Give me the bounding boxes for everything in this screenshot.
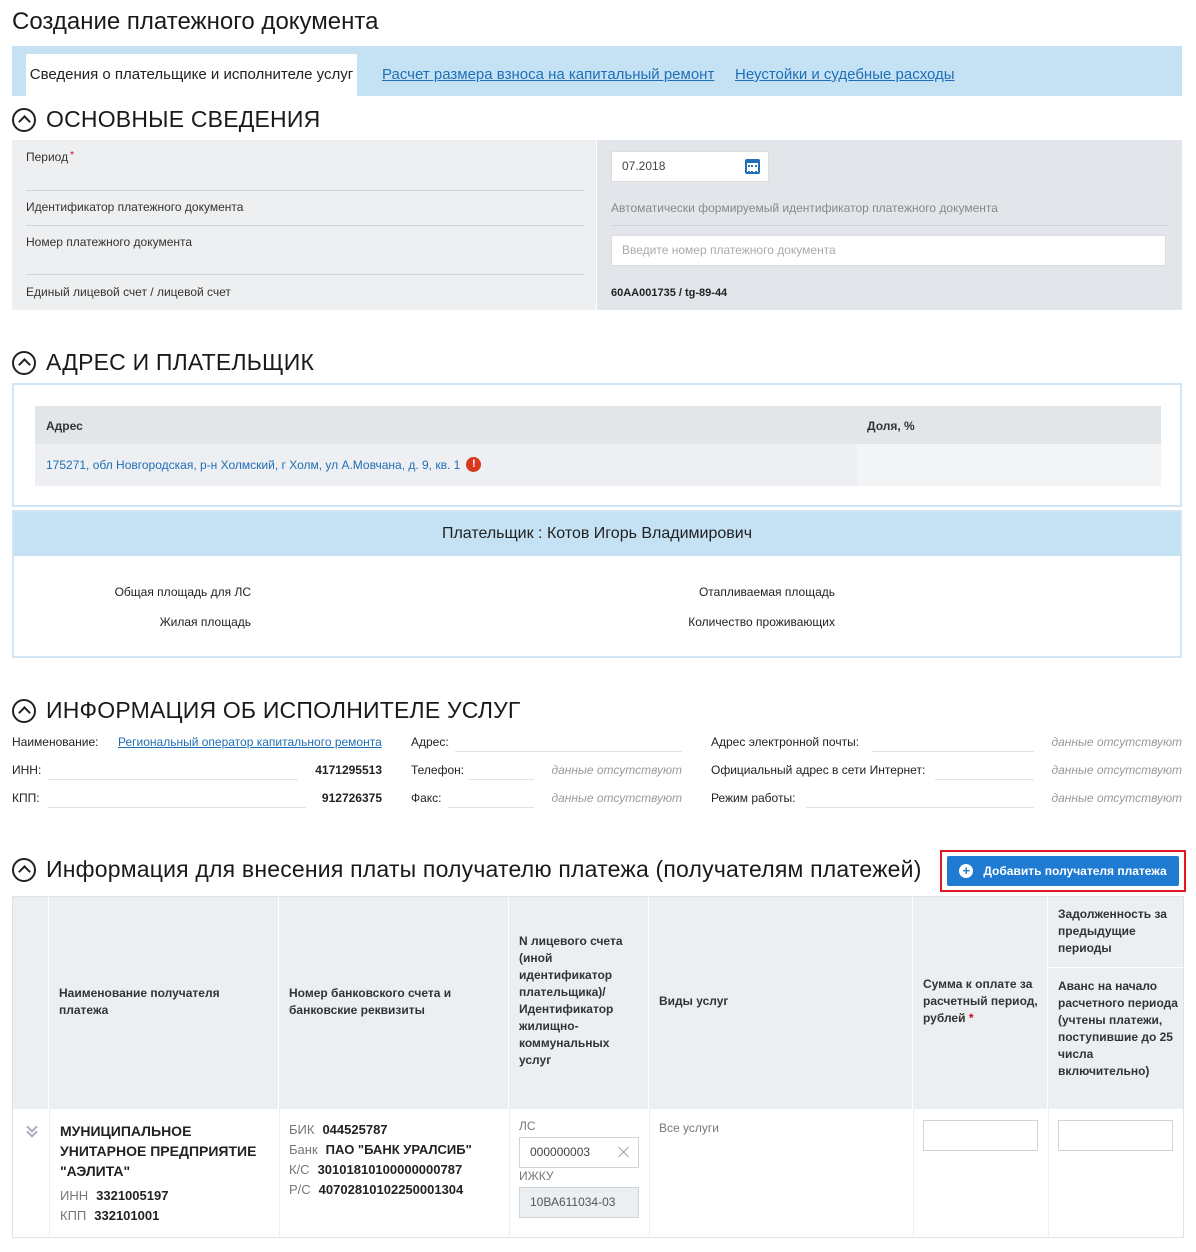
header-cell bbox=[279, 897, 509, 1109]
ls-label: ЛС bbox=[519, 1119, 536, 1133]
section-title: ОСНОВНЫЕ СВЕДЕНИЯ bbox=[46, 106, 321, 132]
divider bbox=[611, 225, 1168, 226]
email-label: Адрес электронной почты: bbox=[711, 735, 860, 749]
email-value: данные отсутствуют bbox=[1051, 735, 1182, 749]
divider bbox=[279, 1109, 280, 1237]
add-recipient-button[interactable] bbox=[947, 856, 1179, 886]
divider bbox=[509, 1109, 510, 1237]
recipient-inn: ИНН 3321005197 bbox=[60, 1188, 169, 1203]
divider bbox=[455, 751, 682, 752]
divider bbox=[48, 807, 306, 808]
recipient-name: МУНИЦИПАЛЬНОЕ УНИТАРНОЕ ПРЕДПРИЯТИЕ "АЭЛИТА" bbox=[60, 1123, 257, 1179]
col-bank: Номер банковского счета и банковские реквизиты bbox=[289, 986, 452, 1017]
address-text[interactable]: 175271, обл Новгородская, р-н Холмский, г Холм, ул А.Мовчана, д. 9, кв. 1 bbox=[46, 457, 461, 472]
tab-capital-repair[interactable]: Расчет размера взноса на капитальный ремонт bbox=[382, 66, 715, 83]
account-label: Единый лицевой счет / лицевой счет bbox=[26, 285, 231, 299]
bik: БИК 044525787 bbox=[289, 1122, 388, 1137]
corr-account: К/С 30101810100000000787 bbox=[289, 1162, 463, 1177]
section-title: Информация для внесения платы получателю платежа (получателям платежей) bbox=[46, 856, 922, 882]
period-value: 07.2018 bbox=[622, 159, 666, 173]
col-services: Виды услуг bbox=[659, 994, 729, 1008]
table-row bbox=[13, 1109, 1183, 1237]
divider bbox=[1048, 1109, 1049, 1237]
collapse-icon[interactable] bbox=[12, 858, 36, 882]
col-sum: Сумма к оплате за расчетный период, рублей * bbox=[923, 977, 1038, 1025]
tab-payer-executor[interactable]: Сведения о плательщике и исполнителе услуг bbox=[26, 54, 357, 96]
page-title: Создание платежного документа bbox=[12, 8, 379, 35]
address-link[interactable] bbox=[46, 457, 481, 472]
divider bbox=[872, 751, 1034, 752]
col-debt: Задолженность за предыдущие периоды bbox=[1058, 907, 1167, 955]
recipients-table-header bbox=[13, 897, 1183, 1109]
divider bbox=[913, 1109, 914, 1237]
sum-input[interactable] bbox=[923, 1120, 1038, 1151]
total-area-label: Общая площадь для ЛС bbox=[114, 585, 251, 599]
section-title: ИНФОРМАЦИЯ ОБ ИСПОЛНИТЕЛЕ УСЛУГ bbox=[46, 697, 521, 723]
ls-value: 000000003 bbox=[530, 1145, 591, 1159]
header-cell bbox=[913, 897, 1048, 1109]
header-cell bbox=[509, 897, 649, 1109]
header-cell bbox=[13, 897, 49, 1109]
hours-label: Режим работы: bbox=[711, 791, 796, 805]
col-advance: Аванс на начало расчетного периода (учтены платежи, поступившие до 25 числа включительно) bbox=[1058, 979, 1178, 1078]
website-value: данные отсутствуют bbox=[1051, 763, 1182, 777]
period-label: Период * bbox=[26, 150, 74, 164]
doc-number-label: Номер платежного документа bbox=[26, 235, 193, 249]
divider bbox=[49, 1109, 50, 1237]
address-panel bbox=[12, 383, 1182, 507]
fax-value: данные отсутствуют bbox=[551, 791, 682, 805]
divider bbox=[48, 779, 298, 780]
payer-panel bbox=[12, 510, 1182, 658]
expand-row-icon[interactable] bbox=[25, 1123, 39, 1137]
bank-name: Банк ПАО "БАНК УРАЛСИБ" bbox=[289, 1142, 472, 1157]
clear-icon[interactable] bbox=[618, 1146, 630, 1158]
inn-value: 4171295513 bbox=[315, 763, 382, 777]
col-address: Адрес bbox=[46, 419, 83, 433]
divider bbox=[1048, 967, 1183, 968]
collapse-icon[interactable] bbox=[12, 351, 36, 375]
settlement-account: Р/С 40702810102250001304 bbox=[289, 1182, 464, 1197]
collapse-icon[interactable] bbox=[12, 108, 36, 132]
plus-icon: + bbox=[959, 864, 973, 878]
collapse-icon[interactable] bbox=[12, 699, 36, 723]
website-label: Официальный адрес в сети Интернет: bbox=[711, 763, 926, 777]
heated-area-label: Отапливаемая площадь bbox=[698, 585, 835, 599]
header-cell bbox=[1048, 897, 1183, 1109]
basic-values bbox=[597, 140, 1182, 310]
divider bbox=[806, 807, 1034, 808]
izhku-field: 10ВА611034-03 bbox=[519, 1187, 639, 1218]
section-title: АДРЕС И ПЛАТЕЛЬЩИК bbox=[46, 349, 315, 375]
kpp-label: КПП: bbox=[12, 791, 40, 805]
divider bbox=[26, 225, 584, 226]
calendar-icon[interactable] bbox=[745, 159, 760, 174]
ls-input[interactable] bbox=[519, 1137, 639, 1168]
executor-name-label: Наименование: bbox=[12, 735, 99, 749]
divider bbox=[26, 274, 584, 275]
col-share: Доля, % bbox=[867, 419, 915, 433]
divider bbox=[448, 807, 534, 808]
hours-value: данные отсутствуют bbox=[1051, 791, 1182, 805]
living-area-label: Жилая площадь bbox=[159, 615, 251, 629]
address-section-header[interactable] bbox=[12, 349, 314, 376]
share-cell bbox=[857, 444, 1161, 486]
address-label: Адрес: bbox=[411, 735, 449, 749]
doc-id-label: Идентификатор платежного документа bbox=[26, 200, 244, 214]
divider bbox=[26, 190, 584, 191]
kpp-value: 912726375 bbox=[321, 791, 382, 805]
divider bbox=[935, 779, 1034, 780]
izhku-label: ИЖКУ bbox=[519, 1169, 554, 1183]
executor-section-header[interactable] bbox=[12, 697, 521, 724]
inn-label: ИНН: bbox=[12, 763, 42, 777]
recipient-kpp: КПП 332101001 bbox=[60, 1208, 160, 1223]
tab-penalties[interactable]: Неустойки и судебные расходы bbox=[735, 66, 955, 83]
basic-labels bbox=[12, 140, 596, 310]
warning-icon[interactable]: ! bbox=[466, 457, 481, 472]
phone-value: данные отсутствуют bbox=[551, 763, 682, 777]
add-recipient-label: Добавить получателя платежа bbox=[983, 864, 1167, 878]
doc-number-input[interactable]: Введите номер платежного документа bbox=[611, 235, 1166, 266]
recipients-section-header[interactable] bbox=[12, 856, 922, 883]
recipients-table bbox=[12, 896, 1184, 1238]
col-name: Наименование получателя платежа bbox=[59, 986, 220, 1017]
debt-advance-input[interactable] bbox=[1058, 1120, 1173, 1151]
header-cell bbox=[649, 897, 913, 1109]
payer-title: Плательщик : Котов Игорь Владимирович bbox=[14, 512, 1180, 556]
phone-label: Телефон: bbox=[411, 763, 465, 777]
basic-info-panel bbox=[12, 140, 1182, 310]
services-value: Все услуги bbox=[659, 1121, 719, 1135]
fax-label: Факс: bbox=[411, 791, 442, 805]
basic-section-header[interactable] bbox=[12, 106, 320, 133]
period-date-input[interactable] bbox=[611, 151, 769, 182]
account-value: 60АА001735 / tg-89-44 bbox=[611, 287, 728, 299]
header-cell bbox=[49, 897, 279, 1109]
tab-bar bbox=[12, 46, 1182, 96]
col-account: N лицевого счета (иной идентификатор плательщика)/ Идентификатор жилищно-коммунальных услуг bbox=[519, 934, 623, 1067]
doc-id-value: Автоматически формируемый идентификатор платежного документа bbox=[611, 201, 998, 215]
address-table-header bbox=[35, 406, 1161, 444]
residents-label: Количество проживающих bbox=[688, 615, 835, 629]
executor-name-link[interactable]: Региональный оператор капитального ремонта bbox=[118, 735, 382, 749]
divider bbox=[468, 779, 534, 780]
table-row bbox=[35, 444, 1161, 486]
divider bbox=[649, 1109, 650, 1237]
